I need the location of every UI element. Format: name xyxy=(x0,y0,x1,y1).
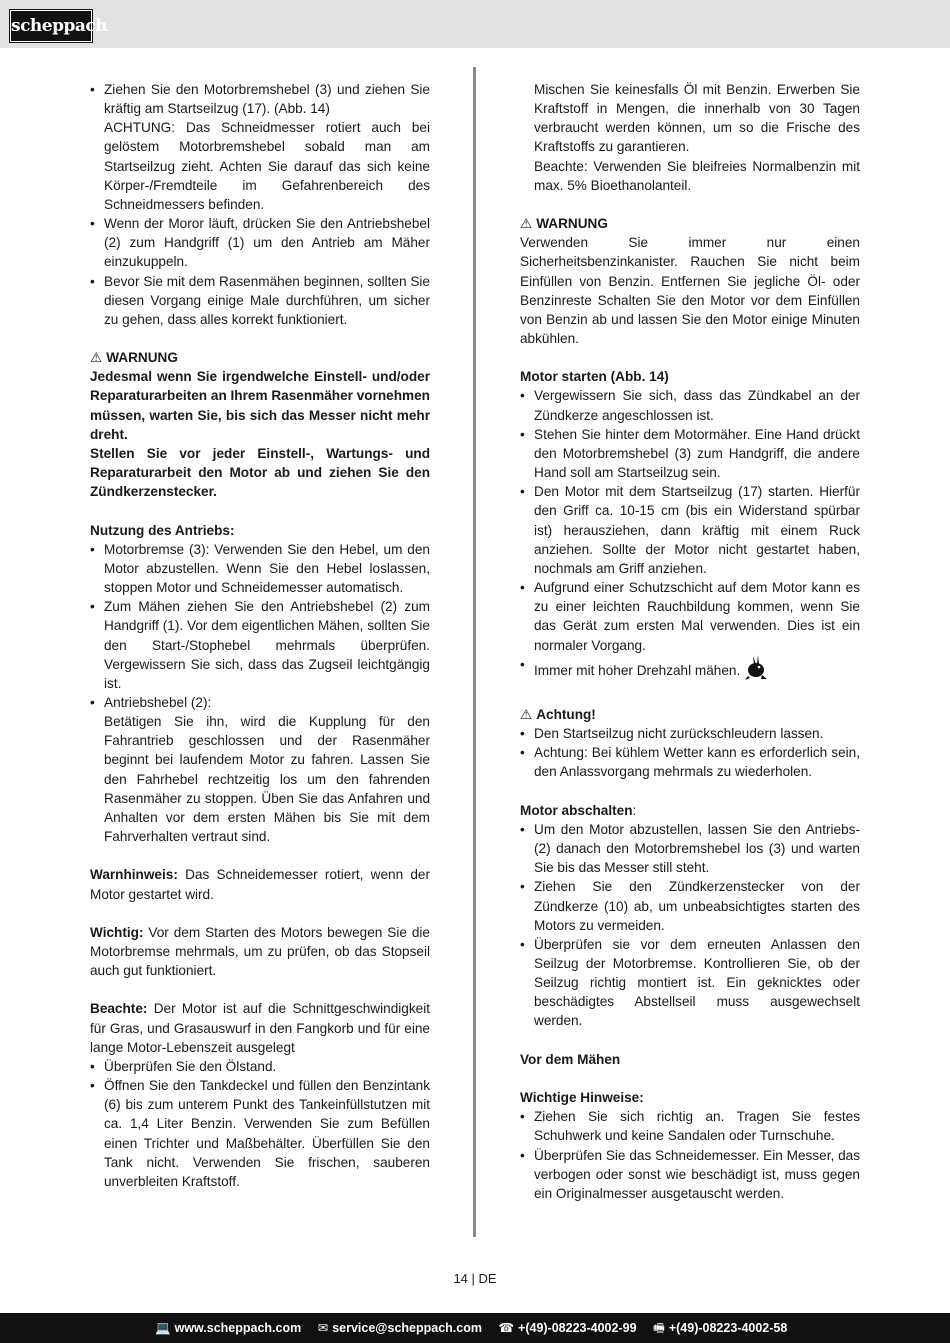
list-item: • Vergewissern Sie sich, dass das Zündkabel an der Zündkerze angeschlossen ist. xyxy=(520,386,860,424)
top-bar xyxy=(0,0,950,48)
warning-heading-label: WARNUNG xyxy=(106,350,178,366)
list-item: • Motorbremse (3): Verwenden Sie den Hebel, um den Motor abzustellen. Wenn Sie den Hebel loslassen, stoppen Motor und Schneidemesser automatisch. xyxy=(90,540,430,597)
footer-fax xyxy=(653,1313,787,1343)
list-item: • Stehen Sie hinter dem Motormäher. Eine Hand drückt den Motorbremshebel (3) zum Handgriff, die andere Hand soll am Startseilzug sein. xyxy=(520,425,860,482)
section-heading: Motor starten (Abb. 14) xyxy=(520,369,669,385)
footer-email-text: service@scheppach.com xyxy=(332,1321,482,1335)
right-column xyxy=(520,80,860,1203)
mail-icon: ✉ xyxy=(317,1321,329,1335)
list-item-continuation: Mischen Sie keinesfalls Öl mit Benzin. Erwerben Sie Kraftstoff in Mengen, die innerhalb von 30 Tagen verbraucht werden können, um so die Frische des Kraftstoffs zu garantieren. xyxy=(534,82,860,155)
scheppach-logo: scheppach xyxy=(10,10,92,42)
warning-triangle-icon: ⚠ xyxy=(520,216,533,232)
laptop-icon: 💻 xyxy=(155,1321,171,1335)
footer-web-text: www.scheppach.com xyxy=(174,1321,302,1335)
column-divider xyxy=(473,67,476,1237)
rabbit-speed-icon xyxy=(744,655,768,686)
section-heading-colon: : xyxy=(632,802,637,818)
note-label: Wichtig: xyxy=(90,924,144,940)
list-item: • Achtung: Bei kühlem Wetter kann es erforderlich sein, den Anlassvorgang mehrmals zu wiederholen. xyxy=(520,743,860,781)
list-item: • Den Startseilzug nicht zurückschleudern lassen. xyxy=(520,724,860,743)
list-item-continuation: ACHTUNG: Das Schneidmesser rotiert auch bei gelöstem Motorbremshebel sobald man am Startseilzug zieht. Achten Sie darauf das sich keine Körper-/Fremdteile im Gefahrenbereich des Schneidmessers befinden. xyxy=(104,120,430,212)
section-heading-label: Motor abschalten xyxy=(520,802,633,818)
section-heading xyxy=(520,801,860,820)
footer-email[interactable] xyxy=(318,1313,482,1343)
list-item: • Ziehen Sie den Zündkerzenstecker von der Zündkerze (10) ab, um unbeabsichtigtes starten des Motors zu vermeiden. xyxy=(520,877,860,934)
list-item-continuation: Betätigen Sie ihn, wird die Kupplung für den Fahrantrieb geschlossen und der Rasenmäher beginnt bei laufendem Motor zu fahren. Lassen Sie den Fahrhebel rechtzeitig los um den fahrenden Rasenmäher zu stoppen. Üben Sie das Anfahren und Anhalten vor dem ersten Mähen bis Sie mit dem Fahrverhalten vertraut sind. xyxy=(104,714,430,845)
footer-fax-text: +(49)-08223-4002-58 xyxy=(668,1321,788,1335)
warning-triangle-icon: ⚠ xyxy=(520,706,533,722)
note-label: Warnhinweis: xyxy=(90,867,178,883)
list-item: • Ziehen Sie den Motorbremshebel (3) und ziehen Sie kräftig am Startseilzug (17). (Abb. 14) xyxy=(90,80,430,118)
left-column xyxy=(90,80,430,1191)
list-item: • Überprüfen Sie das Schneidemesser. Ein Messer, das verbogen oder sonst wie beschädigt ist, muss gegen ein Originalmesser ausgetauscht werden. xyxy=(520,1146,860,1203)
section-heading: Nutzung des Antriebs: xyxy=(90,522,235,538)
warning-heading xyxy=(520,214,860,233)
footer-bar xyxy=(0,1313,950,1343)
list-item: • Bevor Sie mit dem Rasenmähen beginnen, sollten Sie diesen Vorgang einige Male durchführen, um sicher zu gehen, dass alles korrekt funktioniert. xyxy=(90,272,430,329)
page-number: 14 | DE xyxy=(453,1271,497,1286)
warning-triangle-icon: ⚠ xyxy=(90,350,103,366)
note-text: Vor dem Starten des Motors bewegen Sie die Motorbremse mehrmals, um zu prüfen, ob das Stopseil auch gut funktioniert. xyxy=(90,924,430,979)
footer-web[interactable] xyxy=(155,1313,301,1343)
warning-heading xyxy=(520,705,860,724)
list-item: • Zum Mähen ziehen Sie den Antriebshebel (2) zum Handgriff (1). Vor dem eigentlichen Mähen, sollten Sie den Start-/Stophebel mehrmals überprüfen. Vergewissern Sie sich, dass das Zugseil leichtgängig ist. xyxy=(90,597,430,693)
list-item xyxy=(520,655,860,686)
warning-heading-label: Achtung! xyxy=(536,706,596,722)
list-item: • Ziehen Sie sich richtig an. Tragen Sie festes Schuhwerk und keine Sandalen oder Turnschuhe. xyxy=(520,1107,860,1145)
footer-phone xyxy=(498,1313,636,1343)
list-item-continuation: Beachte: Verwenden Sie bleifreies Normalbenzin mit max. 5% Bioethanolanteil. xyxy=(534,158,860,193)
section-heading: Vor dem Mähen xyxy=(520,1051,621,1067)
note-label: Beachte: xyxy=(90,1001,148,1017)
phone-icon: ☎ xyxy=(498,1321,515,1335)
list-item: • Um den Motor abzustellen, lassen Sie den Antriebs- (2) danach den Motorbremshebel los (3) und warten Sie bis das Messer still steht. xyxy=(520,820,860,877)
warning-text: Verwenden Sie immer nur einen Sicherheitsbenzinkanister. Rauchen Sie nicht beim Einfüllen von Benzin. Entfernen Sie jegliche Öl- oder Benzinreste Schalten Sie den Motor vor dem Einfüllen von Benzin ab und lassen Sie den Motor einige Minuten abkühlen. xyxy=(520,235,860,347)
warning-heading-label: WARNUNG xyxy=(536,216,608,232)
list-item: • Wenn der Moror läuft, drücken Sie den Antriebshebel (2) zum Handgriff (1) um den Antrieb am Mäher einzukuppeln. xyxy=(90,214,430,271)
list-item-text: Immer mit hoher Drehzahl mähen. xyxy=(534,662,741,678)
list-item: • Öffnen Sie den Tankdeckel und füllen den Benzintank (6) bis zum unterem Punkt des Tankeinfüllstutzen mit ca. 1,4 Liter Benzin. Verwenden Sie zum Befüllen einen Trichter und Maßbehälter. Überfüllen Sie den Tank nicht. Verwenden Sie frischen, sauberen unverbleiten Kraftstoff. xyxy=(90,1076,430,1191)
section-heading: Wichtige Hinweise: xyxy=(520,1090,644,1106)
note-text: Das Schneidemesser rotiert, wenn der Motor gestartet wird. xyxy=(90,867,430,902)
note-paragraph xyxy=(90,923,430,980)
note-paragraph xyxy=(90,865,430,903)
warning-text: Stellen Sie vor jeder Einstell-, Wartungs- und Reparaturarbeit den Motor ab und ziehen Sie den Zündkerzenstecker. xyxy=(90,445,430,500)
list-item: • Überprüfen Sie den Ölstand. xyxy=(90,1057,430,1076)
fax-icon: 🖷 xyxy=(653,1321,665,1335)
warning-text: Jedesmal wenn Sie irgendwelche Einstell- und/oder Reparaturarbeiten an Ihrem Rasenmäher vornehmen müssen, warten Sie, bis sich das Messer nicht mehr dreht. xyxy=(90,369,430,442)
list-item: • Antriebshebel (2): xyxy=(90,693,430,712)
warning-heading xyxy=(90,348,430,367)
list-item: • Den Motor mit dem Startseilzug (17) starten. Hierfür den Griff ca. 10-15 cm (bis ein Widerstand spürbar ist) herausziehen, dann kräftig mit einem Ruck anziehen. Sollte der Motor nicht gestartet haben, nochmals am Griff anziehen. xyxy=(520,482,860,578)
list-item: • Überprüfen sie vor dem erneuten Anlassen den Seilzug der Motorbremse. Kontrollieren Sie, ob der Seilzug richtig montiert ist. Ein geknicktes oder beschädigtes Abstellseil muss ausgewechselt werden. xyxy=(520,935,860,1031)
list-item: • Aufgrund einer Schutzschicht auf dem Motor kann es zu einer leichten Rauchbildung kommen, wenn Sie das Gerät zum ersten Mal verwenden. Dies ist ein normaler Vorgang. xyxy=(520,578,860,655)
footer-phone-text: +(49)-08223-4002-99 xyxy=(518,1321,637,1335)
note-paragraph xyxy=(90,999,430,1056)
note-text: Der Motor ist auf die Schnittgeschwindigkeit für Gras, und Grasauswurf in den Fangkorb und für eine lange Motor-Lebenszeit ausgelegt xyxy=(90,1001,430,1055)
